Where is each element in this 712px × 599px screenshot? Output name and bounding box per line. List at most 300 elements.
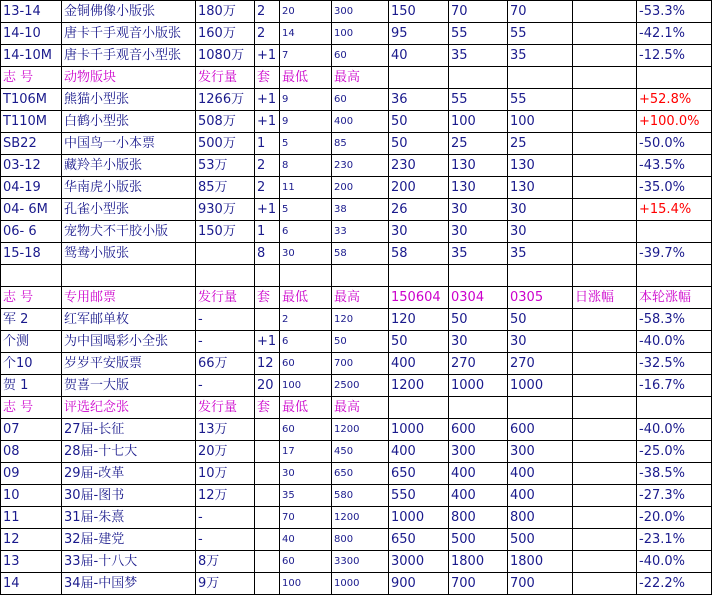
cell-price-2[interactable]: 0304 (449, 287, 508, 309)
cell-name[interactable]: 32届-建党 (62, 529, 196, 551)
cell-price-2[interactable]: 100 (449, 111, 508, 133)
cell-set[interactable] (255, 419, 280, 441)
cell-high[interactable]: 38 (332, 199, 389, 221)
cell-low[interactable]: 20 (280, 1, 332, 23)
cell-price-2[interactable]: 1800 (449, 551, 508, 573)
cell-name[interactable]: 宠物犬不干胶小版 (62, 221, 196, 243)
cell-code[interactable]: 04-19 (1, 177, 62, 199)
cell-daily-change[interactable] (573, 243, 637, 265)
cell-set[interactable]: +1 (255, 89, 280, 111)
cell-price-1[interactable]: 120 (389, 309, 449, 331)
cell-round-change[interactable] (637, 221, 712, 243)
cell-name[interactable]: 34届-中国梦 (62, 573, 196, 595)
cell-name[interactable]: 金铜佛像小版张 (62, 1, 196, 23)
cell-issue-qty[interactable]: - (196, 507, 255, 529)
cell-round-change[interactable]: -16.7% (637, 375, 712, 397)
cell-price-2[interactable]: 1000 (449, 375, 508, 397)
cell-set[interactable]: 8 (255, 243, 280, 265)
cell-issue-qty[interactable]: - (196, 375, 255, 397)
cell-daily-change[interactable] (573, 529, 637, 551)
cell-price-2[interactable]: 35 (449, 243, 508, 265)
cell-name[interactable]: 孔雀小型张 (62, 199, 196, 221)
cell-daily-change[interactable] (573, 23, 637, 45)
cell-price-3[interactable]: 130 (508, 177, 573, 199)
cell-price-1[interactable]: 650 (389, 529, 449, 551)
cell-low[interactable]: 35 (280, 485, 332, 507)
cell-code[interactable]: 11 (1, 507, 62, 529)
cell-round-change[interactable]: +15.4% (637, 199, 712, 221)
cell-price-2[interactable]: 600 (449, 419, 508, 441)
cell-round-change[interactable]: -40.0% (637, 551, 712, 573)
cell-price-2[interactable]: 35 (449, 45, 508, 67)
cell-code[interactable]: 09 (1, 463, 62, 485)
cell-daily-change[interactable] (573, 353, 637, 375)
cell-issue-qty[interactable]: 500万 (196, 133, 255, 155)
cell-price-1[interactable]: 30 (389, 221, 449, 243)
cell-high[interactable]: 60 (332, 45, 389, 67)
cell-name[interactable]: 动物版块 (62, 67, 196, 89)
cell-issue-qty[interactable]: - (196, 529, 255, 551)
cell-issue-qty[interactable]: 150万 (196, 221, 255, 243)
cell-price-2[interactable]: 270 (449, 353, 508, 375)
cell-round-change[interactable]: 本轮涨幅 (637, 287, 712, 309)
cell-name[interactable]: 中国鸟一小本票 (62, 133, 196, 155)
cell-set[interactable]: 套 (255, 67, 280, 89)
cell-code[interactable]: 贺 1 (1, 375, 62, 397)
cell-price-3[interactable] (508, 397, 573, 419)
cell-name[interactable]: 评选纪念张 (62, 397, 196, 419)
cell-round-change[interactable]: +52.8% (637, 89, 712, 111)
cell-price-1[interactable]: 1200 (389, 375, 449, 397)
cell-code[interactable]: 03-12 (1, 155, 62, 177)
cell-low[interactable]: 9 (280, 89, 332, 111)
cell-name[interactable]: 唐卡千手观音小版张 (62, 23, 196, 45)
cell-daily-change[interactable] (573, 155, 637, 177)
cell-price-3[interactable]: 55 (508, 89, 573, 111)
cell-low[interactable]: 6 (280, 331, 332, 353)
cell-set[interactable]: 套 (255, 287, 280, 309)
cell-low[interactable]: 30 (280, 463, 332, 485)
cell-set[interactable]: 套 (255, 397, 280, 419)
cell-name[interactable]: 27届-长征 (62, 419, 196, 441)
cell-round-change[interactable]: -12.5% (637, 45, 712, 67)
cell-high[interactable]: 120 (332, 309, 389, 331)
cell-high[interactable]: 最高 (332, 287, 389, 309)
cell-low[interactable]: 7 (280, 45, 332, 67)
cell-round-change[interactable]: -32.5% (637, 353, 712, 375)
cell-price-2[interactable]: 500 (449, 529, 508, 551)
cell-daily-change[interactable] (573, 89, 637, 111)
cell-price-1[interactable]: 650 (389, 463, 449, 485)
cell-code[interactable]: 08 (1, 441, 62, 463)
cell-code[interactable]: 志 号 (1, 397, 62, 419)
cell-daily-change[interactable] (573, 177, 637, 199)
cell-name[interactable]: 白鹤小型张 (62, 111, 196, 133)
cell-price-1[interactable]: 200 (389, 177, 449, 199)
cell-high[interactable]: 100 (332, 23, 389, 45)
cell-issue-qty[interactable]: 1266万 (196, 89, 255, 111)
cell-price-2[interactable]: 55 (449, 89, 508, 111)
cell-code[interactable]: 志 号 (1, 287, 62, 309)
cell-code[interactable]: T106M (1, 89, 62, 111)
cell-daily-change[interactable] (573, 265, 637, 287)
cell-round-change[interactable]: -27.3% (637, 485, 712, 507)
cell-price-1[interactable]: 50 (389, 111, 449, 133)
cell-issue-qty[interactable]: 13万 (196, 419, 255, 441)
cell-price-2[interactable]: 30 (449, 199, 508, 221)
cell-price-1[interactable] (389, 265, 449, 287)
cell-low[interactable]: 30 (280, 243, 332, 265)
cell-price-2[interactable]: 50 (449, 309, 508, 331)
cell-low[interactable]: 最低 (280, 397, 332, 419)
cell-issue-qty[interactable]: 1080万 (196, 45, 255, 67)
cell-price-1[interactable]: 1000 (389, 507, 449, 529)
cell-issue-qty[interactable]: 180万 (196, 1, 255, 23)
cell-price-1[interactable] (389, 397, 449, 419)
cell-high[interactable]: 85 (332, 133, 389, 155)
cell-daily-change[interactable] (573, 485, 637, 507)
cell-daily-change[interactable] (573, 111, 637, 133)
cell-daily-change[interactable] (573, 441, 637, 463)
cell-high[interactable]: 1000 (332, 573, 389, 595)
cell-price-1[interactable]: 50 (389, 331, 449, 353)
cell-price-2[interactable]: 130 (449, 177, 508, 199)
cell-round-change[interactable]: -25.0% (637, 441, 712, 463)
cell-round-change[interactable]: -42.1% (637, 23, 712, 45)
cell-daily-change[interactable] (573, 507, 637, 529)
cell-round-change[interactable] (637, 397, 712, 419)
cell-code[interactable]: 军 2 (1, 309, 62, 331)
cell-price-2[interactable]: 70 (449, 1, 508, 23)
cell-price-3[interactable] (508, 265, 573, 287)
cell-price-1[interactable]: 400 (389, 353, 449, 375)
cell-price-3[interactable]: 0305 (508, 287, 573, 309)
cell-issue-qty[interactable]: - (196, 331, 255, 353)
cell-price-2[interactable]: 800 (449, 507, 508, 529)
cell-high[interactable]: 300 (332, 1, 389, 23)
cell-daily-change[interactable] (573, 67, 637, 89)
cell-price-3[interactable]: 70 (508, 1, 573, 23)
cell-issue-qty[interactable]: 10万 (196, 463, 255, 485)
cell-price-3[interactable]: 400 (508, 485, 573, 507)
cell-price-3[interactable]: 35 (508, 45, 573, 67)
cell-price-1[interactable]: 40 (389, 45, 449, 67)
cell-code[interactable]: 07 (1, 419, 62, 441)
cell-high[interactable]: 700 (332, 353, 389, 375)
cell-name[interactable] (62, 265, 196, 287)
cell-code[interactable] (1, 265, 62, 287)
cell-issue-qty[interactable]: 发行量 (196, 67, 255, 89)
cell-price-2[interactable] (449, 67, 508, 89)
cell-name[interactable]: 为中国喝彩小全张 (62, 331, 196, 353)
cell-price-2[interactable]: 400 (449, 485, 508, 507)
cell-set[interactable]: 20 (255, 375, 280, 397)
cell-low[interactable]: 最低 (280, 287, 332, 309)
cell-set[interactable]: 2 (255, 23, 280, 45)
cell-high[interactable]: 800 (332, 529, 389, 551)
cell-set[interactable] (255, 265, 280, 287)
cell-name[interactable]: 29届-改革 (62, 463, 196, 485)
cell-name[interactable]: 专用邮票 (62, 287, 196, 309)
cell-price-3[interactable]: 800 (508, 507, 573, 529)
cell-name[interactable]: 唐卡千手观音小型张 (62, 45, 196, 67)
cell-high[interactable]: 2500 (332, 375, 389, 397)
cell-daily-change[interactable] (573, 419, 637, 441)
cell-high[interactable]: 1200 (332, 419, 389, 441)
cell-code[interactable]: 06- 6 (1, 221, 62, 243)
cell-low[interactable]: 最低 (280, 67, 332, 89)
cell-set[interactable] (255, 507, 280, 529)
cell-code[interactable]: 12 (1, 529, 62, 551)
cell-price-2[interactable]: 30 (449, 331, 508, 353)
cell-round-change[interactable]: -35.0% (637, 177, 712, 199)
cell-price-1[interactable]: 150 (389, 1, 449, 23)
cell-round-change[interactable]: -38.5% (637, 463, 712, 485)
cell-round-change[interactable]: -39.7% (637, 243, 712, 265)
cell-low[interactable]: 60 (280, 353, 332, 375)
cell-code[interactable]: T110M (1, 111, 62, 133)
cell-issue-qty[interactable]: 12万 (196, 485, 255, 507)
cell-price-1[interactable]: 1000 (389, 419, 449, 441)
cell-name[interactable]: 28届-十七大 (62, 441, 196, 463)
cell-set[interactable] (255, 529, 280, 551)
cell-high[interactable]: 33 (332, 221, 389, 243)
cell-name[interactable]: 华南虎小版张 (62, 177, 196, 199)
cell-price-3[interactable]: 35 (508, 243, 573, 265)
cell-low[interactable]: 60 (280, 551, 332, 573)
cell-low[interactable]: 5 (280, 199, 332, 221)
cell-price-3[interactable]: 700 (508, 573, 573, 595)
cell-price-3[interactable] (508, 67, 573, 89)
cell-name[interactable]: 熊猫小型张 (62, 89, 196, 111)
table-row (1, 463, 712, 485)
cell-set[interactable] (255, 309, 280, 331)
cell-issue-qty[interactable]: - (196, 309, 255, 331)
cell-round-change[interactable]: -40.0% (637, 419, 712, 441)
cell-set[interactable]: 2 (255, 177, 280, 199)
cell-code[interactable]: 14-10M (1, 45, 62, 67)
cell-daily-change[interactable] (573, 1, 637, 23)
cell-price-1[interactable]: 230 (389, 155, 449, 177)
cell-low[interactable]: 100 (280, 573, 332, 595)
cell-round-change[interactable]: -53.3% (637, 1, 712, 23)
cell-price-3[interactable]: 30 (508, 221, 573, 243)
cell-round-change[interactable]: -40.0% (637, 331, 712, 353)
cell-low[interactable] (280, 265, 332, 287)
cell-price-3[interactable]: 130 (508, 155, 573, 177)
cell-code[interactable]: 个测 (1, 331, 62, 353)
cell-price-1[interactable] (389, 67, 449, 89)
cell-low[interactable]: 6 (280, 221, 332, 243)
cell-price-2[interactable] (449, 265, 508, 287)
cell-price-1[interactable]: 58 (389, 243, 449, 265)
cell-daily-change[interactable] (573, 551, 637, 573)
cell-price-3[interactable]: 400 (508, 463, 573, 485)
cell-high[interactable]: 1200 (332, 507, 389, 529)
cell-price-2[interactable]: 55 (449, 23, 508, 45)
cell-price-3[interactable]: 50 (508, 309, 573, 331)
cell-low[interactable]: 14 (280, 23, 332, 45)
cell-low[interactable]: 8 (280, 155, 332, 177)
cell-daily-change[interactable]: 日涨幅 (573, 287, 637, 309)
cell-name[interactable]: 鸳鸯小版张 (62, 243, 196, 265)
cell-daily-change[interactable] (573, 463, 637, 485)
cell-price-1[interactable]: 150604 (389, 287, 449, 309)
cell-price-2[interactable]: 700 (449, 573, 508, 595)
cell-daily-change[interactable] (573, 331, 637, 353)
cell-set[interactable]: +1 (255, 199, 280, 221)
cell-set[interactable] (255, 551, 280, 573)
table-row (1, 23, 712, 45)
cell-price-1[interactable]: 3000 (389, 551, 449, 573)
cell-low[interactable]: 40 (280, 529, 332, 551)
cell-price-3[interactable]: 25 (508, 133, 573, 155)
cell-low[interactable]: 2 (280, 309, 332, 331)
cell-high[interactable]: 3300 (332, 551, 389, 573)
cell-price-2[interactable]: 130 (449, 155, 508, 177)
cell-set[interactable] (255, 573, 280, 595)
cell-code[interactable]: 14 (1, 573, 62, 595)
cell-high[interactable]: 58 (332, 243, 389, 265)
cell-set[interactable]: 1 (255, 221, 280, 243)
cell-issue-qty[interactable]: 8万 (196, 551, 255, 573)
cell-price-3[interactable]: 600 (508, 419, 573, 441)
cell-price-1[interactable]: 400 (389, 441, 449, 463)
cell-high[interactable]: 50 (332, 331, 389, 353)
cell-set[interactable]: +1 (255, 111, 280, 133)
cell-set[interactable] (255, 485, 280, 507)
cell-price-2[interactable]: 300 (449, 441, 508, 463)
cell-issue-qty[interactable]: 85万 (196, 177, 255, 199)
cell-code[interactable]: 13 (1, 551, 62, 573)
cell-price-1[interactable]: 900 (389, 573, 449, 595)
cell-round-change[interactable]: -22.2% (637, 573, 712, 595)
cell-name[interactable]: 岁岁平安版票 (62, 353, 196, 375)
cell-low[interactable]: 70 (280, 507, 332, 529)
cell-price-3[interactable]: 100 (508, 111, 573, 133)
cell-daily-change[interactable] (573, 375, 637, 397)
cell-round-change[interactable]: -50.0% (637, 133, 712, 155)
cell-round-change[interactable]: -43.5% (637, 155, 712, 177)
cell-daily-change[interactable] (573, 45, 637, 67)
cell-set[interactable]: 2 (255, 155, 280, 177)
cell-daily-change[interactable] (573, 199, 637, 221)
cell-high[interactable]: 200 (332, 177, 389, 199)
cell-price-3[interactable]: 30 (508, 199, 573, 221)
cell-code[interactable]: 志 号 (1, 67, 62, 89)
cell-daily-change[interactable] (573, 397, 637, 419)
cell-low[interactable]: 11 (280, 177, 332, 199)
cell-set[interactable] (255, 463, 280, 485)
cell-set[interactable] (255, 441, 280, 463)
cell-low[interactable]: 60 (280, 419, 332, 441)
cell-round-change[interactable]: -23.1% (637, 529, 712, 551)
cell-price-2[interactable]: 30 (449, 221, 508, 243)
cell-price-1[interactable]: 50 (389, 133, 449, 155)
cell-price-3[interactable]: 270 (508, 353, 573, 375)
cell-set[interactable]: +1 (255, 331, 280, 353)
cell-issue-qty[interactable]: 发行量 (196, 287, 255, 309)
cell-code[interactable]: SB22 (1, 133, 62, 155)
cell-low[interactable]: 17 (280, 441, 332, 463)
cell-issue-qty[interactable]: 160万 (196, 23, 255, 45)
cell-code[interactable]: 10 (1, 485, 62, 507)
cell-round-change[interactable]: -20.0% (637, 507, 712, 529)
cell-price-2[interactable]: 400 (449, 463, 508, 485)
cell-issue-qty[interactable] (196, 243, 255, 265)
cell-high[interactable]: 580 (332, 485, 389, 507)
cell-set[interactable]: 2 (255, 1, 280, 23)
cell-price-1[interactable]: 95 (389, 23, 449, 45)
cell-price-3[interactable]: 300 (508, 441, 573, 463)
cell-issue-qty[interactable]: 930万 (196, 199, 255, 221)
cell-issue-qty[interactable]: 20万 (196, 441, 255, 463)
cell-set[interactable]: 1 (255, 133, 280, 155)
cell-low[interactable]: 9 (280, 111, 332, 133)
cell-high[interactable]: 60 (332, 89, 389, 111)
cell-issue-qty[interactable]: 9万 (196, 573, 255, 595)
cell-price-3[interactable]: 30 (508, 331, 573, 353)
cell-low[interactable]: 100 (280, 375, 332, 397)
cell-price-3[interactable]: 500 (508, 529, 573, 551)
cell-round-change[interactable] (637, 67, 712, 89)
cell-round-change[interactable]: +100.0% (637, 111, 712, 133)
cell-code[interactable]: 13-14 (1, 1, 62, 23)
cell-name[interactable]: 红军邮单枚 (62, 309, 196, 331)
cell-high[interactable]: 450 (332, 441, 389, 463)
cell-name[interactable]: 31届-朱熹 (62, 507, 196, 529)
cell-price-1[interactable]: 550 (389, 485, 449, 507)
cell-issue-qty[interactable] (196, 265, 255, 287)
cell-daily-change[interactable] (573, 309, 637, 331)
cell-issue-qty[interactable]: 508万 (196, 111, 255, 133)
cell-high[interactable] (332, 265, 389, 287)
cell-price-1[interactable]: 26 (389, 199, 449, 221)
cell-code[interactable]: 15-18 (1, 243, 62, 265)
cell-code[interactable]: 04- 6M (1, 199, 62, 221)
cell-code[interactable]: 个10 (1, 353, 62, 375)
cell-price-3[interactable]: 55 (508, 23, 573, 45)
cell-daily-change[interactable] (573, 133, 637, 155)
cell-name[interactable]: 藏羚羊小版张 (62, 155, 196, 177)
cell-name[interactable]: 贺喜一大版 (62, 375, 196, 397)
cell-round-change[interactable] (637, 265, 712, 287)
cell-high[interactable]: 230 (332, 155, 389, 177)
cell-name[interactable]: 33届-十八大 (62, 551, 196, 573)
cell-price-1[interactable]: 36 (389, 89, 449, 111)
table-row (1, 309, 712, 331)
cell-issue-qty[interactable]: 53万 (196, 155, 255, 177)
cell-issue-qty[interactable]: 发行量 (196, 397, 255, 419)
cell-high[interactable]: 650 (332, 463, 389, 485)
cell-daily-change[interactable] (573, 221, 637, 243)
cell-high[interactable]: 400 (332, 111, 389, 133)
cell-price-2[interactable]: 25 (449, 133, 508, 155)
cell-code[interactable]: 14-10 (1, 23, 62, 45)
cell-name[interactable]: 30届-图书 (62, 485, 196, 507)
cell-price-3[interactable]: 1800 (508, 551, 573, 573)
cell-daily-change[interactable] (573, 573, 637, 595)
cell-round-change[interactable]: -58.3% (637, 309, 712, 331)
cell-price-3[interactable]: 1000 (508, 375, 573, 397)
cell-low[interactable]: 5 (280, 133, 332, 155)
cell-high[interactable]: 最高 (332, 67, 389, 89)
cell-high[interactable]: 最高 (332, 397, 389, 419)
cell-issue-qty[interactable]: 66万 (196, 353, 255, 375)
cell-price-2[interactable] (449, 397, 508, 419)
cell-set[interactable]: 12 (255, 353, 280, 375)
cell-set[interactable]: +1 (255, 45, 280, 67)
